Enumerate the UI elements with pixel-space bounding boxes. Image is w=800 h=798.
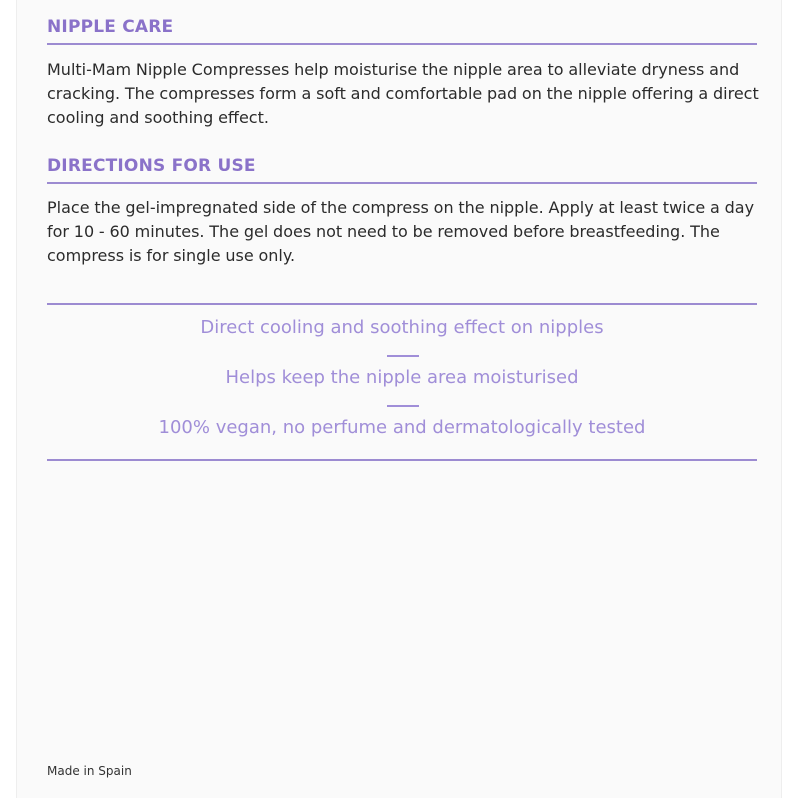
feature-item: Helps keep the nipple area moisturised [225, 367, 579, 388]
section-divider [47, 43, 757, 45]
feature-item: 100% vegan, no perfume and dermatologically tested [158, 417, 646, 438]
directions-text: Place the gel-impregnated side of the compress on the nipple. Apply at least twice a day for 10 - 60 minutes. The gel does not need to be removed before breastfeeding. The compress is for single use only. [47, 198, 755, 265]
directions-heading: DIRECTIONS FOR USE [47, 156, 256, 176]
nipple-care-heading: NIPPLE CARE [47, 17, 174, 37]
product-info-panel [16, 0, 782, 798]
feature-separator [387, 355, 419, 357]
feature-item: Direct cooling and soothing effect on nipples [200, 317, 604, 338]
section-divider [47, 182, 757, 184]
feature-separator [387, 405, 419, 407]
origin-label: Made in Spain [47, 764, 132, 778]
features-bottom-divider [47, 459, 757, 461]
features-top-divider [47, 303, 757, 305]
nipple-care-text: Multi-Mam Nipple Compresses help moisturise the nipple area to alleviate dryness and cracking. The compresses form a soft and comfortable pad on the nipple offering a direct cooling and soothing effect. [47, 60, 759, 127]
content-area [47, 0, 757, 798]
